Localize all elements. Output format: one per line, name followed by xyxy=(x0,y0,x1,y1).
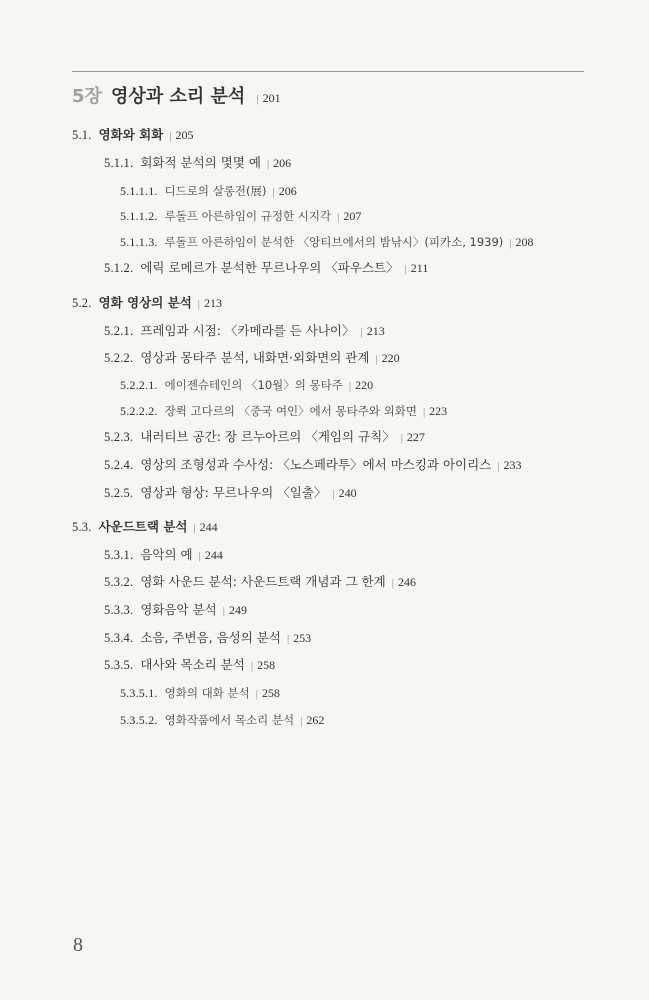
toc-page: | 220 xyxy=(349,378,373,392)
toc-entry-subsection xyxy=(104,429,425,446)
toc-number: 5.3.5.2. xyxy=(120,713,158,727)
toc-entry-subsection xyxy=(104,574,416,591)
toc-number: 5.2.2.1. xyxy=(120,378,158,392)
toc-page: | 244 xyxy=(193,520,217,534)
toc-entry-section xyxy=(72,295,222,312)
toc-title: 디드로의 살롱전(展) xyxy=(164,184,267,198)
toc-page: | 244 xyxy=(199,548,223,562)
toc-number: 5.3. xyxy=(72,520,92,534)
toc-entry-subsubsection xyxy=(120,208,361,225)
toc-page: | 220 xyxy=(375,351,399,365)
toc-page: | 223 xyxy=(423,404,447,418)
toc-number: 5.3.1. xyxy=(104,548,134,562)
chapter-number: 5장 xyxy=(72,86,102,107)
toc-title: 내러티브 공간: 장 르누아르의 〈게임의 규칙〉 xyxy=(140,429,395,444)
toc-page: | 206 xyxy=(273,184,297,198)
toc-entry-subsection xyxy=(104,602,247,619)
toc-page: | 258 xyxy=(251,658,275,672)
toc-entry-subsubsection xyxy=(120,712,324,729)
toc-page: | 205 xyxy=(169,128,193,142)
toc-entry-subsection xyxy=(104,547,223,564)
page-number: 8 xyxy=(73,934,83,956)
toc-number: 5.3.4. xyxy=(104,631,134,645)
toc-page: | 213 xyxy=(198,296,222,310)
toc-number: 5.1.1.1. xyxy=(120,184,158,198)
toc-entry-subsection xyxy=(104,323,385,340)
toc-number: 5.1. xyxy=(72,128,92,142)
toc-page: | 211 xyxy=(405,261,429,275)
toc-number: 5.3.5.1. xyxy=(120,686,158,700)
toc-page: | 258 xyxy=(256,686,280,700)
toc-page: | 233 xyxy=(497,458,521,472)
toc-entry-subsection xyxy=(104,155,291,172)
toc-number: 5.3.2. xyxy=(104,575,134,589)
toc-number: 5.2.2. xyxy=(104,351,134,365)
toc-title: 소음, 주변음, 음성의 분석 xyxy=(140,630,281,645)
toc-entry-subsection xyxy=(104,457,522,474)
toc-entry-subsection xyxy=(104,260,428,277)
toc-number: 5.2.4. xyxy=(104,458,134,472)
toc-page: | 262 xyxy=(300,713,324,727)
toc-title: 회화적 분석의 몇몇 예 xyxy=(140,155,261,170)
toc-number: 5.1.1. xyxy=(104,156,134,170)
toc-entry-subsection xyxy=(104,630,311,647)
toc-entry-subsection xyxy=(104,657,275,674)
toc-title: 영화와 회화 xyxy=(98,127,164,142)
toc-number: 5.1.1.3. xyxy=(120,235,158,249)
toc-page: | 208 xyxy=(509,235,533,249)
chapter-title: 영상과 소리 분석 xyxy=(111,86,246,107)
toc-title: 장뤽 고다르의 〈중국 여인〉에서 몽타주와 외화면 xyxy=(164,404,417,418)
toc-entry-section xyxy=(72,519,218,536)
toc-page: | 227 xyxy=(401,430,425,444)
header-rule xyxy=(72,71,584,72)
toc-page: | 206 xyxy=(267,156,291,170)
toc-title: 사운드트랙 분석 xyxy=(98,519,188,534)
toc-number: 5.1.2. xyxy=(104,261,134,275)
toc-page: | 246 xyxy=(392,575,416,589)
toc-title: 프레임과 시점: 〈카메라를 든 사나이〉 xyxy=(140,323,355,338)
toc-entry-subsubsection xyxy=(120,183,297,200)
toc-title: 대사와 목소리 분석 xyxy=(140,657,245,672)
toc-title: 영상과 형상: 무르나우의 〈일출〉 xyxy=(140,485,327,500)
toc-entry-subsubsection xyxy=(120,403,447,420)
toc-number: 5.2.2.2. xyxy=(120,404,158,418)
toc-entry-subsection xyxy=(104,485,357,502)
toc-page: | 249 xyxy=(223,603,247,617)
toc-entry-subsection xyxy=(104,350,400,367)
toc-page: | 213 xyxy=(360,324,384,338)
toc-number: 5.2.5. xyxy=(104,486,134,500)
toc-number: 5.2. xyxy=(72,296,92,310)
toc-entry-section xyxy=(72,127,194,144)
toc-entry-subsubsection xyxy=(120,685,280,702)
toc-page: | 207 xyxy=(337,209,361,223)
toc-title: 루돌프 아른하임이 규정한 시지각 xyxy=(164,209,332,223)
toc-title: 영화의 대화 분석 xyxy=(164,686,250,700)
toc-page: | 253 xyxy=(287,631,311,645)
chapter-heading xyxy=(72,86,281,110)
toc-title: 루돌프 아른하임이 분석한 〈앙티브에서의 밤낚시〉(피카소, 1939) xyxy=(164,235,504,249)
toc-page: | 240 xyxy=(332,486,356,500)
toc-title: 영화음악 분석 xyxy=(140,602,217,617)
toc-title: 영상과 몽타주 분석, 내화면·외화면의 관계 xyxy=(140,350,370,365)
toc-number: 5.3.3. xyxy=(104,603,134,617)
toc-title: 영화작품에서 목소리 분석 xyxy=(164,713,295,727)
toc-number: 5.1.1.2. xyxy=(120,209,158,223)
toc-number: 5.3.5. xyxy=(104,658,134,672)
toc-title: 영화 영상의 분석 xyxy=(98,295,192,310)
toc-number: 5.2.3. xyxy=(104,430,134,444)
toc-title: 영상의 조형성과 수사성: 〈노스페라투〉에서 마스킹과 아이리스 xyxy=(140,457,492,472)
toc-title: 에릭 로메르가 분석한 무르나우의 〈파우스트〉 xyxy=(140,260,399,275)
toc-number: 5.2.1. xyxy=(104,324,134,338)
toc-entry-subsubsection xyxy=(120,377,373,394)
toc-title: 영화 사운드 분석: 사운드트랙 개념과 그 한계 xyxy=(140,574,386,589)
toc-title: 음악의 예 xyxy=(140,547,193,562)
chapter-page: | 201 xyxy=(256,91,280,105)
toc-entry-subsubsection xyxy=(120,234,534,251)
toc-title: 에이젠슈테인의 〈10월〉의 몽타주 xyxy=(164,378,343,392)
